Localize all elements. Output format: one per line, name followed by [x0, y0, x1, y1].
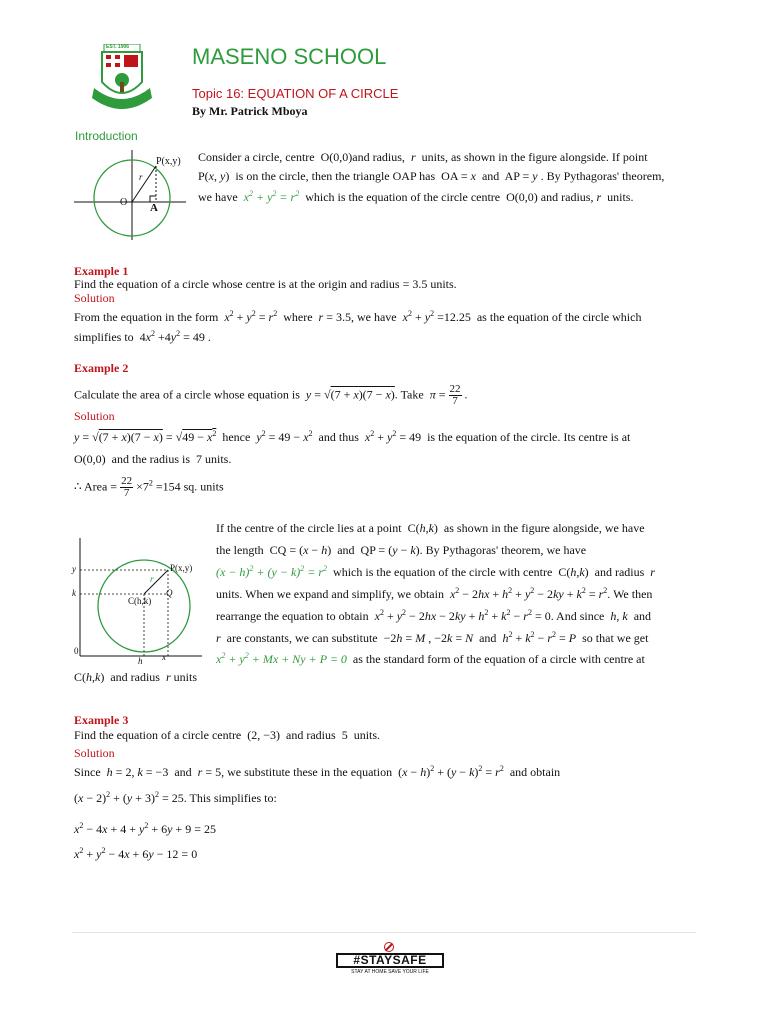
fig-a-label: A	[150, 202, 158, 214]
example-3-line-2: $(x - 2)^2 + (y + 3)^2 = 25$. This simplifies to:	[74, 790, 277, 805]
example-3-line-4: $x^2 + y^2 - 4x + 6y - 12 = 0$	[74, 846, 198, 861]
general-line-2: the length CQ = (x − h) and QP = (y − k). By Pythagoras' theorem, we have	[216, 543, 587, 557]
gfig-zero: 0	[74, 646, 79, 656]
example-1-title: Example 1	[74, 264, 129, 278]
example-3-title: Example 3	[74, 713, 129, 727]
gfig-h: h	[138, 656, 143, 666]
school-title: MASENO SCHOOL	[192, 44, 387, 69]
author-line: By Mr. Patrick Mboya	[192, 104, 308, 118]
topic-title: Topic 16: EQUATION OF A CIRCLE	[192, 86, 399, 101]
gfig-r: r	[150, 574, 154, 584]
intro-line-3: we have $x^2 + y^2 = r^2$ which is the equation of the circle centre O(0,0) and radius, r units.	[198, 189, 634, 204]
example-2-area: ∴ Area = $\frac{22}{7}$ $\times 7^2 =154$ sq. units	[74, 475, 224, 499]
general-line-8: C(h,k) and radius r units	[74, 670, 197, 684]
example-2-line-2: O(0,0) and the radius is 7 units.	[74, 452, 232, 466]
example-2-title: Example 2	[74, 361, 129, 375]
example-3-line-3: $x^2 - 4x + 4 + y^2 + 6y + 9 = 25$	[74, 821, 216, 836]
gfig-q: Q	[166, 588, 173, 598]
example-1-line-2: simplifies to $4x^2 +4y^2 = 49$ .	[74, 329, 211, 344]
general-line-3: $(x - h)^2 + (y - k)^2 = r^2$ which is the equation of the circle with centre C(h,k) and radius r	[216, 564, 655, 579]
intro-heading: Introduction	[75, 129, 138, 143]
fig-r-label: r	[139, 172, 143, 182]
general-figure	[72, 534, 204, 664]
fig-p-label: P(x,y)	[156, 156, 181, 167]
general-line-4: units. When we expand and simplify, we obtain $x^2 - 2hx + h^2 + y^2 - 2ky + k^2 = r^2$. We then	[216, 586, 653, 601]
school-logo	[72, 44, 172, 118]
gfig-p: P(x,y)	[170, 563, 193, 573]
example-2-question: Calculate the area of a circle whose equation is y = √(7 + x)(7 − x). Take π = $\frac{22}{7}$ .	[74, 383, 468, 407]
example-3-question: Find the equation of a circle centre (2, −3) and radius 5 units.	[74, 728, 381, 742]
logo-year: EST. 1906	[106, 44, 130, 50]
example-1-line-1: From the equation in the form $x^2 + y^2 = r^2$ where r = 3.5, we have $x^2 + y^2 =12.25$ as the equation of the circle which	[74, 309, 642, 324]
general-line-5: rearrange the equation to obtain $x^2 + y^2 - 2hx - 2ky + h^2 + k^2 - r^2 = 0$. And since h, k and	[216, 608, 652, 623]
fig-o-label: O	[120, 197, 128, 208]
general-line-7: $x^2 + y^2 + Mx + Ny + P = 0$ as the standard form of the equation of a circle with centre at	[216, 651, 645, 666]
footer-divider	[72, 932, 696, 933]
staysafe-badge	[336, 942, 444, 976]
example-2-line-1: $y = √(7 + x)(7 - x) = √49 - x^2$ hence $y^2 = 49 - x^2$ and thus $x^2 + y^2 = 49$ is the equation of the circle. Its centre is at	[74, 429, 631, 444]
gfig-c: C(h,k)	[128, 596, 152, 606]
example-2-solution-label: Solution	[74, 409, 115, 423]
intro-line-2: P(x, y) is on the circle, then the triangle OAP has OA = x and AP = y . By Pythagoras' theorem,	[198, 169, 665, 183]
intro-figure	[74, 146, 190, 240]
example-3-line-1: Since h = 2, k = −3 and r = 5, we substitute these in the equation $(x - h)^2 + (y - k)^2 = r^2$ and obtain	[74, 764, 561, 779]
gfig-x: x	[162, 652, 166, 662]
no-virus-icon	[384, 942, 394, 952]
staysafe-tagline: STAY AT HOME SAVE YOUR LIFE	[351, 969, 429, 975]
example-3-solution-label: Solution	[74, 746, 115, 760]
example-1-question: Find the equation of a circle whose centre is at the origin and radius = 3.5 units.	[74, 277, 457, 291]
example-1-solution-label: Solution	[74, 291, 115, 305]
intro-line-1: Consider a circle, centre O(0,0)and radius, r units, as shown in the figure alongside. If point	[198, 150, 648, 164]
general-line-1: If the centre of the circle lies at a point C(h,k) as shown in the figure alongside, we have	[216, 521, 645, 535]
general-line-6: r are constants, we can substitute −2h = M , −2k = N and $h^2 + k^2 - r^2 = P$ so that we get	[216, 630, 649, 645]
gfig-k: k	[72, 588, 76, 598]
gfig-y: y	[72, 564, 76, 574]
staysafe-label: #STAYSAFE	[336, 953, 444, 968]
